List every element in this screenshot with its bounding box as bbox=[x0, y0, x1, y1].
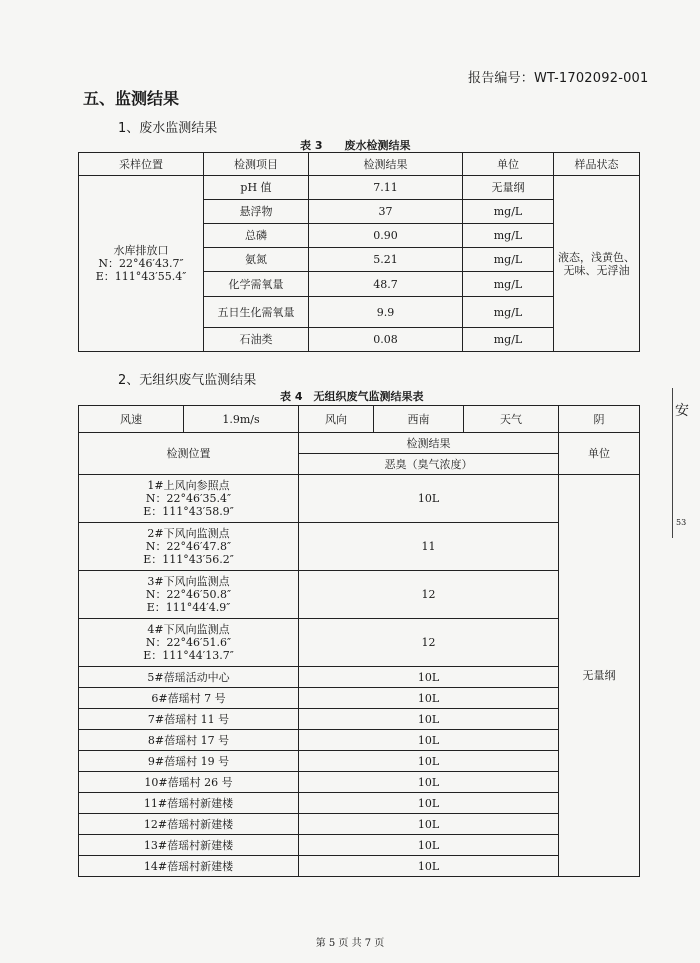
test-result: 48.7 bbox=[309, 272, 463, 297]
test-result: 9.9 bbox=[309, 297, 463, 328]
binding-stamp-number: 53 bbox=[676, 518, 687, 527]
column-header: 单位 bbox=[463, 153, 554, 176]
unit: 无量纲 bbox=[559, 475, 640, 877]
table-row bbox=[79, 176, 640, 200]
monitoring-location: 5#蓓瑶活动中心 bbox=[79, 667, 299, 688]
test-item: pH 值 bbox=[204, 176, 309, 200]
column-header: 采样位置 bbox=[79, 153, 204, 176]
column-header-unit: 单位 bbox=[559, 433, 640, 475]
table-row bbox=[79, 856, 640, 877]
table-row bbox=[79, 475, 640, 523]
monitoring-location: 7#蓓瑶村 11 号 bbox=[79, 709, 299, 730]
monitoring-location: 2#下风向监测点 N：22°46′47.8″ E：111°43′56.2″ bbox=[79, 523, 299, 571]
test-result: 0.08 bbox=[309, 328, 463, 352]
monitoring-location: 10#蓓瑶村 26 号 bbox=[79, 772, 299, 793]
unit: 无量纲 bbox=[463, 176, 554, 200]
weather-label: 天气 bbox=[464, 406, 559, 433]
odor-value: 10L bbox=[299, 475, 559, 523]
monitoring-location: 8#蓓瑶村 17 号 bbox=[79, 730, 299, 751]
test-item: 悬浮物 bbox=[204, 200, 309, 224]
odor-value: 10L bbox=[299, 793, 559, 814]
unit: mg/L bbox=[463, 248, 554, 272]
odor-value: 10L bbox=[299, 835, 559, 856]
odor-value: 10L bbox=[299, 667, 559, 688]
table-row bbox=[79, 751, 640, 772]
odor-value: 10L bbox=[299, 751, 559, 772]
monitoring-location: 14#蓓瑶村新建楼 bbox=[79, 856, 299, 877]
subsection-exhaust: 2、无组织废气监测结果 bbox=[118, 373, 257, 388]
sample-state: 液态，浅黄色、无味、无浮油 bbox=[554, 176, 640, 352]
test-result: 0.90 bbox=[309, 224, 463, 248]
table3-caption: 表 3 废水检测结果 bbox=[300, 139, 411, 152]
exhaust-table bbox=[78, 405, 640, 877]
report-number: 报告编号：WT-1702092-001 bbox=[468, 71, 649, 86]
column-header-result: 检测结果 bbox=[299, 433, 559, 454]
test-result: 37 bbox=[309, 200, 463, 224]
table-row bbox=[79, 730, 640, 751]
wind-speed-value: 1.9m/s bbox=[184, 406, 299, 433]
subsection-wastewater: 1、废水监测结果 bbox=[118, 121, 218, 136]
monitoring-location: 9#蓓瑶村 19 号 bbox=[79, 751, 299, 772]
binding-stamp-char: 安 bbox=[675, 403, 689, 419]
unit: mg/L bbox=[463, 297, 554, 328]
table-row bbox=[79, 793, 640, 814]
unit: mg/L bbox=[463, 328, 554, 352]
test-item: 氨氮 bbox=[204, 248, 309, 272]
test-item: 总磷 bbox=[204, 224, 309, 248]
section-title: 五、监测结果 bbox=[83, 89, 180, 108]
wind-direction-label: 风向 bbox=[299, 406, 374, 433]
table-row bbox=[79, 688, 640, 709]
weather-row bbox=[79, 406, 640, 433]
odor-value: 10L bbox=[299, 856, 559, 877]
odor-value: 10L bbox=[299, 730, 559, 751]
column-header: 样品状态 bbox=[554, 153, 640, 176]
test-item: 五日生化需氧量 bbox=[204, 297, 309, 328]
unit: mg/L bbox=[463, 224, 554, 248]
test-item: 化学需氧量 bbox=[204, 272, 309, 297]
test-result: 7.11 bbox=[309, 176, 463, 200]
monitoring-location: 6#蓓瑶村 7 号 bbox=[79, 688, 299, 709]
table-row bbox=[79, 835, 640, 856]
column-header-odor: 恶臭（臭气浓度） bbox=[299, 454, 559, 475]
column-header: 检测结果 bbox=[309, 153, 463, 176]
odor-value: 10L bbox=[299, 814, 559, 835]
table-row bbox=[79, 667, 640, 688]
unit: mg/L bbox=[463, 272, 554, 297]
monitoring-location: 11#蓓瑶村新建楼 bbox=[79, 793, 299, 814]
test-result: 5.21 bbox=[309, 248, 463, 272]
odor-value: 11 bbox=[299, 523, 559, 571]
monitoring-location: 1#上风向参照点 N：22°46′35.4″ E：111°43′58.9″ bbox=[79, 475, 299, 523]
odor-value: 10L bbox=[299, 688, 559, 709]
column-header-location: 检测位置 bbox=[79, 433, 299, 475]
table4-caption: 表 4 无组织废气监测结果表 bbox=[280, 390, 424, 403]
monitoring-location: 13#蓓瑶村新建楼 bbox=[79, 835, 299, 856]
monitoring-location: 4#下风向监测点 N：22°46′51.6″ E：111°44′13.7″ bbox=[79, 619, 299, 667]
odor-value: 12 bbox=[299, 619, 559, 667]
odor-value: 12 bbox=[299, 571, 559, 619]
table-row bbox=[79, 571, 640, 619]
table-row bbox=[79, 619, 640, 667]
page-footer: 第 5 页 共 7 页 bbox=[315, 938, 385, 949]
table-row bbox=[79, 772, 640, 793]
table-header-row bbox=[79, 433, 640, 454]
test-item: 石油类 bbox=[204, 328, 309, 352]
monitoring-location: 3#下风向监测点 N：22°46′50.8″ E：111°44′4.9″ bbox=[79, 571, 299, 619]
monitoring-location: 12#蓓瑶村新建楼 bbox=[79, 814, 299, 835]
weather-value: 阴 bbox=[559, 406, 640, 433]
sampling-location: 水库排放口 N：22°46′43.7″ E：111°43′55.4″ bbox=[79, 176, 204, 352]
table-row bbox=[79, 523, 640, 571]
wastewater-table bbox=[78, 152, 640, 352]
table-header-row bbox=[79, 153, 640, 176]
odor-value: 10L bbox=[299, 709, 559, 730]
column-header: 检测项目 bbox=[204, 153, 309, 176]
table-row bbox=[79, 814, 640, 835]
unit: mg/L bbox=[463, 200, 554, 224]
table-row bbox=[79, 709, 640, 730]
wind-direction-value: 西南 bbox=[374, 406, 464, 433]
odor-value: 10L bbox=[299, 772, 559, 793]
wind-speed-label: 风速 bbox=[79, 406, 184, 433]
